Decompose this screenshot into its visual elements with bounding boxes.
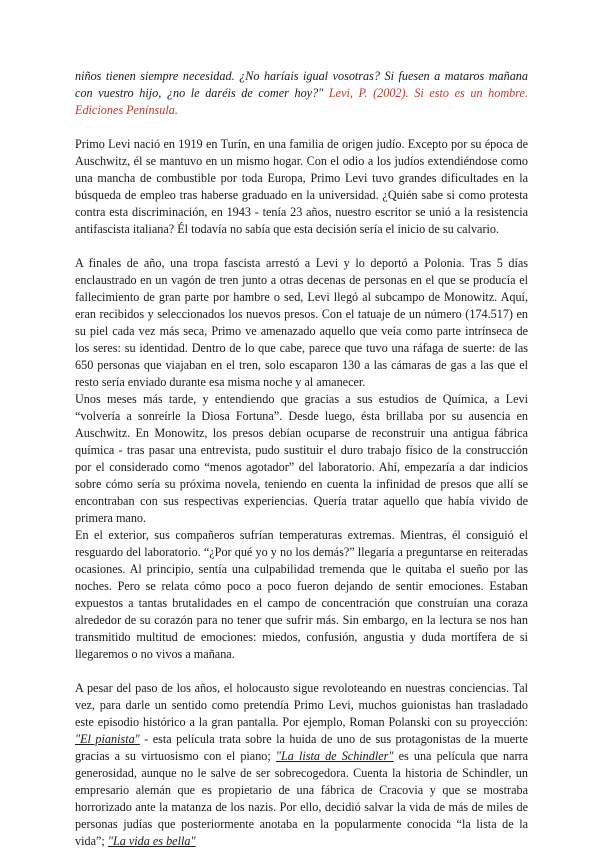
link-el-pianista[interactable]: "El pianista" (75, 732, 140, 746)
link-la-vida-es-bella[interactable]: "La vida es bella" (107, 834, 196, 848)
intro-citation: Levi, P. (2002). Si esto es un hombre. Ediciones Península. (75, 86, 528, 117)
paragraph-biography: Primo Levi nació en 1919 en Turín, en una familia de origen judío. Excepto por su época de Auschwitz, él se mantuvo en un mismo hogar. Con el odio a los judíos extendiéndose como una mancha de combustible por toda Europa, Primo Levi tuvo grandes dificultades en la búsqueda de empleo tras haberse graduado en la universidad. ¿Quién sabe si como protesta contra esta discriminación, en 1943 - tenía 23 años, nuestro escritor se unió a la resistencia antifascista italiana? Él todavía no sabía que esta decisión sería el inicio de su calvario. (75, 137, 528, 236)
intro-quote: niños tienen siempre necesidad. ¿No haríais igual vosotras? Si fuesen a mataros mañana con vuestro hijo, ¿no le daréis de comer hoy?" (75, 69, 528, 100)
link-la-lista-de-schindler[interactable]: "La lista de Schindler" (275, 749, 394, 763)
paragraph-films (75, 680, 528, 850)
intro-paragraph (75, 68, 528, 119)
paragraph-deportation: A finales de año, una tropa fascista arrestó a Levi y lo deportó a Polonia. Tras 5 días enclaustrado en un vagón de tren junto a otras decenas de personas en el que se producía el fallecimiento de gran parte por hambre o sed, Levi llegó al subcampo de Monowitz. Aquí, eran recibidos y seleccionados los nuevos presos. Con el tatuaje de un número (174.517) en su piel cada vez más seca, Primo ve amenazado aquello que veía como parte intrínseca de los seres: su identidad. Dentro de lo que cabe, parece que tuvo una ráfaga de suerte: de las 650 personas que viajaban en el tren, solo escaparon 130 a las cámaras de gas a las que el resto sería enviado durante esa misma noche y al amanecer. (75, 256, 528, 389)
paragraph-emotions: En el exterior, sus compañeros sufrían temperaturas extremas. Mientras, él consiguió el resguardo del laboratorio. “¿Por qué yo y no los demás?” llegaría a preguntarse en reiteradas ocasiones. Al principio, sentía una culpabilidad tremenda que le quitaba el sueño por las noches. Pero se relata cómo poco a poco fueron dejando de sentir emociones. Estaban expuestos a tantas brutalidades en el campo de concentración que construían una coraza alrededor de su corazón para no tener que sufrir más. Sin embargo, en la lectura se nos han transmitido multitud de emociones: miedos, confusión, angustia y duda mortífera de si llegaremos o no vivos a mañana. (75, 528, 528, 661)
paragraph-laboratory: Unos meses más tarde, y entendiendo que gracias a sus estudios de Química, a Levi “volvería a sonreírle la Diosa Fortuna”. Desde luego, ésta brillaba por su ausencia en Auschwitz. En Monowitz, los presos debían ocuparse de reconstruir una antigua fábrica química - tras pasar una entrevista, pudo sustituir el duro trabajo físico de la construcción por el considerado como “menos agotador” del laboratorio. Ahí, empezaría a dar indicios sobre cómo sería su próxima novela, teniendo en cuenta la infinidad de presos que allí se encontraban con sus respectivas experiencias. Quería tratar aquello que había vivido de primera mano. (75, 392, 528, 525)
films-text-2: - esta película trata sobre la huida de uno de sus protagonistas de la muerte gracias a su virtuosismo con el piano; (75, 732, 528, 763)
films-text-3: es una película que narra generosidad, aunque no le salve de ser sobrecogedora. Cuenta la historia de Schindler, un empresario alemán que es propietario de una fábrica de Cracovia y que se mostraba horrorizado ante la matanza de los nazis. Por ello, decidió salvar la vida de más de miles de personas judías que posteriormente anotaba en la popularmente conocida “la lista de la vida”; (75, 749, 528, 848)
films-text-1: A pesar del paso de los años, el holocausto sigue revoloteando en nuestras conciencias. Tal vez, para darle un sentido como pretendía Primo Levi, muchos guionistas han trasladado este episodio histórico a la gran pantalla. Por ejemplo, Roman Polanski con su proyección: (75, 681, 528, 729)
